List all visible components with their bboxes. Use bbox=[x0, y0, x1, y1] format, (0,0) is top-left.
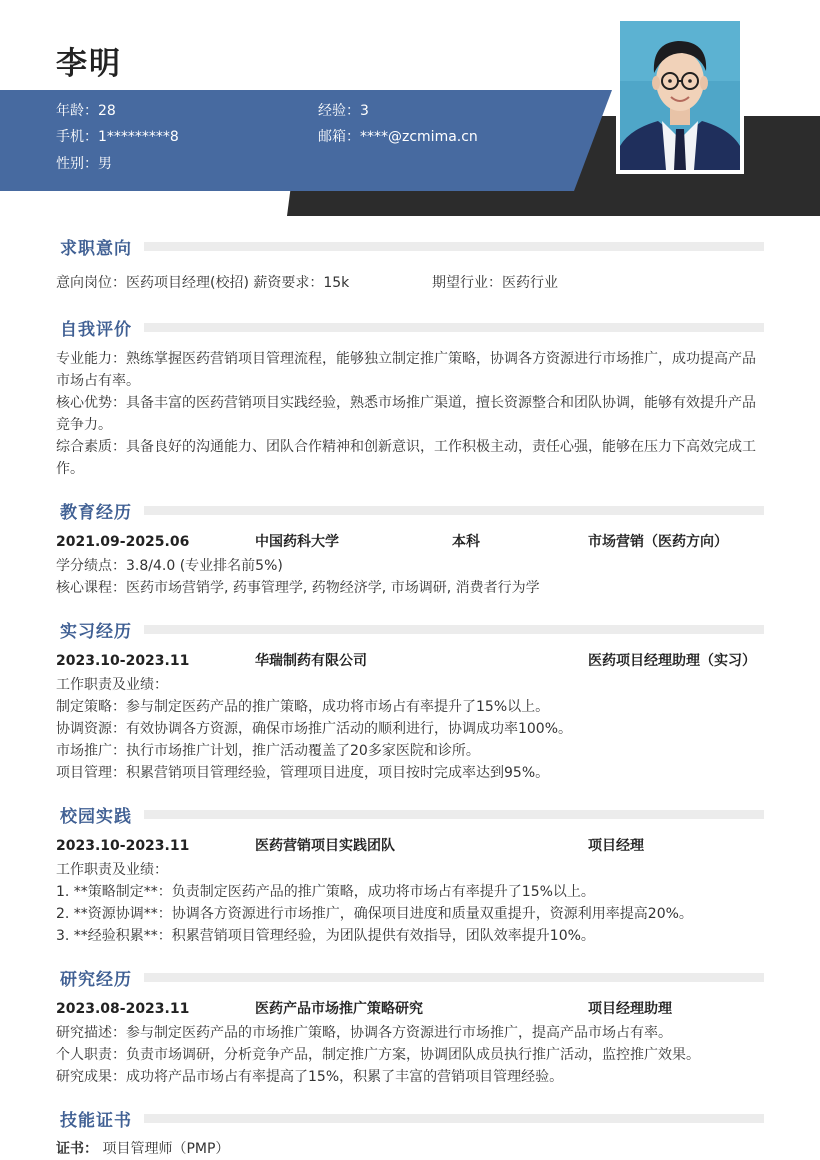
campus-detail: 1. **策略制定**：负责制定医药产品的推广策略，成功将市场占有率提升了15%以上。 bbox=[56, 884, 595, 900]
section-header-self-eval bbox=[60, 315, 764, 339]
internship-detail: 工作职责及业绩： bbox=[56, 677, 168, 693]
internship-detail: 制定策略：参与制定医药产品的推广策略，成功将市场占有率提升了15%以上。 bbox=[56, 699, 550, 715]
research-project: 医药产品市场推广策略研究 bbox=[255, 1001, 423, 1017]
gender-info: 性别：男 bbox=[56, 156, 112, 172]
section-header-education bbox=[60, 498, 764, 522]
education-period: 2021.09-2025.06 bbox=[56, 534, 190, 550]
intent-position-salary: 意向岗位：医药项目经理(校招) 薪资要求：15k bbox=[56, 275, 350, 291]
section-rule bbox=[144, 323, 764, 332]
section-rule bbox=[144, 625, 764, 634]
profile-photo-frame bbox=[616, 17, 744, 174]
campus-detail: 2. **资源协调**：协调各方资源进行市场推广，确保项目进度和质量双重提升，资源利用率提高20%。 bbox=[56, 906, 693, 922]
phone-info: 手机：1*********8 bbox=[56, 129, 179, 145]
education-entry-header bbox=[56, 531, 766, 553]
section-title: 实习经历 bbox=[60, 621, 132, 642]
campus-role: 项目经理 bbox=[588, 838, 644, 854]
email-info: 邮箱：****@zcmima.cn bbox=[318, 129, 478, 145]
certificate-value: 项目管理师（PMP） bbox=[102, 1141, 230, 1157]
intent-industry: 期望行业：医药行业 bbox=[432, 275, 558, 291]
research-role: 项目经理助理 bbox=[588, 1001, 672, 1017]
campus-entry-header bbox=[56, 835, 766, 857]
section-rule bbox=[144, 1114, 764, 1123]
section-title: 求职意向 bbox=[60, 238, 132, 259]
internship-detail: 协调资源：有效协调各方资源，确保市场推广活动的顺利进行，协调成功率100%。 bbox=[56, 721, 573, 737]
education-school: 中国药科大学 bbox=[255, 534, 339, 550]
research-period: 2023.08-2023.11 bbox=[56, 1001, 190, 1017]
research-entry-header bbox=[56, 998, 766, 1020]
section-rule bbox=[144, 973, 764, 982]
section-title: 研究经历 bbox=[60, 969, 132, 990]
internship-company: 华瑞制药有限公司 bbox=[255, 653, 367, 669]
internship-role: 医药项目经理助理（实习） bbox=[588, 653, 756, 669]
section-title: 教育经历 bbox=[60, 502, 132, 523]
self-eval-item: 专业能力：熟练掌握医药营销项目管理流程，能够独立制定推广策略，协调各方资源进行市场推广，成功提高产品市场占有率。 bbox=[56, 351, 756, 389]
campus-period: 2023.10-2023.11 bbox=[56, 838, 190, 854]
certificate-line bbox=[56, 1138, 229, 1160]
section-rule bbox=[144, 506, 764, 515]
experience-info: 经验：3 bbox=[318, 103, 369, 119]
section-header-internship bbox=[60, 617, 764, 641]
campus-org: 医药营销项目实践团队 bbox=[255, 838, 395, 854]
section-header-campus bbox=[60, 802, 764, 826]
candidate-name: 李明 bbox=[56, 46, 122, 82]
internship-detail: 项目管理：积累营销项目管理经验，管理项目进度，项目按时完成率达到95%。 bbox=[56, 765, 550, 781]
research-detail: 研究描述：参与制定医药产品的市场推广策略，协调各方资源进行市场推广，提高产品市场占有率。 bbox=[56, 1025, 672, 1041]
section-header-skills bbox=[60, 1106, 764, 1130]
section-title: 校园实践 bbox=[60, 806, 132, 827]
age-info: 年龄：28 bbox=[56, 103, 116, 119]
section-rule bbox=[144, 810, 764, 819]
research-detail: 研究成果：成功将产品市场占有率提高了15%，积累了丰富的营销项目管理经验。 bbox=[56, 1069, 564, 1085]
research-detail: 个人职责：负责市场调研，分析竞争产品，制定推广方案，协调团队成员执行推广活动，监控推广效果。 bbox=[56, 1047, 700, 1063]
internship-period: 2023.10-2023.11 bbox=[56, 653, 190, 669]
campus-detail: 工作职责及业绩： bbox=[56, 862, 168, 878]
profile-photo bbox=[620, 21, 740, 170]
section-header-intent bbox=[60, 234, 764, 258]
internship-entry-header bbox=[56, 650, 766, 672]
certificate-label: 证书： bbox=[56, 1141, 98, 1157]
campus-detail: 3. **经验积累**：积累营销项目管理经验，为团队提供有效指导，团队效率提升10%。 bbox=[56, 928, 595, 944]
education-detail: 核心课程：医药市场营销学, 药事管理学, 药物经济学, 市场调研, 消费者行为学 bbox=[56, 580, 540, 596]
self-eval-item: 综合素质：具备良好的沟通能力、团队合作精神和创新意识，工作积极主动，责任心强，能够在压力下高效完成工作。 bbox=[56, 439, 756, 477]
education-detail: 学分绩点：3.8/4.0 (专业排名前5%) bbox=[56, 558, 283, 574]
section-rule bbox=[144, 242, 764, 251]
self-eval-item: 核心优势：具备丰富的医药营销项目实践经验，熟悉市场推广渠道，擅长资源整合和团队协调，能够有效提升产品竞争力。 bbox=[56, 395, 756, 433]
section-title: 技能证书 bbox=[60, 1110, 132, 1131]
section-header-research bbox=[60, 965, 764, 989]
internship-detail: 市场推广：执行市场推广计划，推广活动覆盖了20多家医院和诊所。 bbox=[56, 743, 480, 759]
education-degree: 本科 bbox=[452, 534, 480, 550]
education-major: 市场营销（医药方向） bbox=[588, 534, 728, 550]
section-title: 自我评价 bbox=[60, 319, 132, 340]
